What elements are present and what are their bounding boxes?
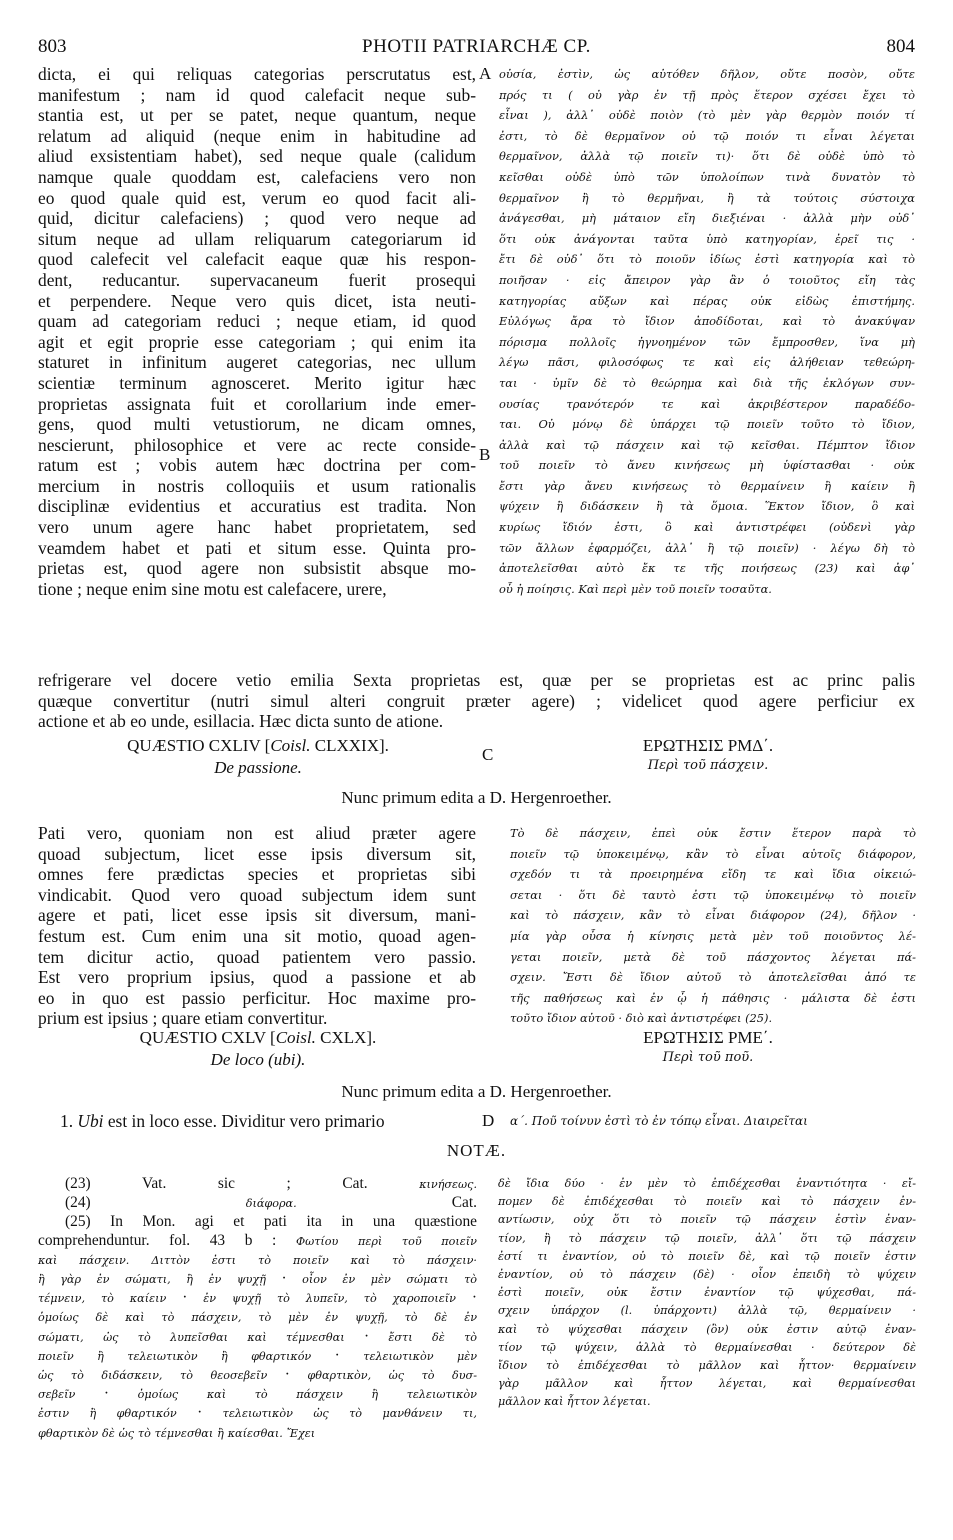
q145-edited-note: Nunc primum edita a D. Hergenroether. [341, 1082, 612, 1101]
note-line: ἐστιν ἢ φθαρτικόν · τελειωτικὸν ὡς τὸ μανθάνειν τι, [38, 1404, 477, 1422]
greek-line: ται. Οὐ μόνῳ δὲ ὑπάρχει τῷ ποιεῖν τοῦτο τὸ ἴδιον, [499, 417, 915, 432]
q145-greek-subtitle: Περὶ τοῦ ποῦ. [662, 1050, 754, 1065]
latin-line: quod calefecit vel calefacit eaque quæ his respon- [38, 249, 476, 270]
greek-line: ποιῆσαν · εἰς ἄπειρον γὰρ ἂν ὁ τοιοῦτος εἴη τὰς [499, 272, 915, 287]
greek-line: ἀνάγεσθαι, μὴ μάταιον εἴη διεξιέναι · ἀλλὰ μὴν οὐδ᾽ [499, 211, 915, 226]
latin-line: ratum est ; vobis autem hæc doctrina per com- [38, 455, 476, 476]
greek-line: ται · ὑμῖν δὲ τὸ θεώρημα καὶ διὰ τῆς ἐκλόγων συν- [499, 375, 915, 390]
greek-line: Τὸ δὲ πάσχειν, ἐπεὶ οὐκ ἔστιν ἕτερον παρὰ τὸ [510, 826, 916, 840]
note-line: τίον τῷ ψύχειν, ἀλλὰ τὸ θερμαίνεσθαι · δεύτερον δὲ [498, 1340, 916, 1354]
full-width-line: refrigerare vel docere vetio emilia Sexta proprietas est, quæ per se proprietas est ac princ palis [38, 670, 915, 690]
margin-marker-d: D [482, 1111, 495, 1130]
greek-line: σεται · ὅτι δὲ ταυτὸ ἐστι τῷ ὑποκειμένῳ τὸ ποιεῖν [510, 887, 916, 902]
note-line: τίον, ἢ τὸ πάσχειν τῷ ποιεῖν, ἀλλ᾽ ὅτι τῷ πάσχειν [498, 1231, 916, 1245]
q144-latin-title: QUÆSTIO CXLIV [Coisl. CLXXIX]. [127, 736, 389, 755]
greek-line: τῆς παθήσεως καὶ ἐν ᾧ ἡ πάθησις · μάλιστα δὲ ἐστι [510, 990, 916, 1005]
q145-latin-subtitle: De loco (ubi). [210, 1050, 306, 1069]
greek-line: τοῦ ποιεῖν τὸ ἄνευ κινήσεως μὴ ὑφίστασθαι · οὐκ [499, 458, 915, 473]
latin-line: et perpendere. Neque vero quis dicet, ista neuti- [38, 290, 476, 311]
greek-line: οὐσία, ἐστὶν, ὡς αὐτόθεν δῆλον, οὔτε ποσὸν, οὔτε [499, 67, 915, 81]
latin-line: tione ; neque enim sine motu est calefacere, urere, [38, 578, 387, 599]
full-width-continuation [38, 670, 915, 732]
note-line: καὶ τὸ ψύχεσθαι πάσχειν (ὂν) οὐκ ἐστιν αὐτῷ ἐναν- [498, 1322, 916, 1336]
note-line: comprehenduntur. fol. 43 b : Φωτίου περὶ τοῦ ποιεῖν [38, 1231, 477, 1249]
greek-line: Εὐλόγως ἄρα τὸ ἴδιον ἀποδίδοται, καὶ τὸ ἀνακύψαν [499, 314, 915, 329]
latin-line: dicta, ei qui reliquas categorias perscrutatus est, [38, 64, 476, 84]
latin-line: staturet in infinitum augeret categorias, nec ullum [38, 352, 476, 373]
note-line: ἢ γὰρ ἐν σώματι, ἢ ἐν ψυχῇ · οἷον ἐν μὲν σώματι τὸ [38, 1270, 478, 1288]
latin-line: agere et pati, licet esse ipsis sit diversum, mani- [38, 905, 476, 926]
greek-line: ἀλλὰ καὶ τῷ πάσχειν καὶ τῷ κεῖσθαι. Πέμπτον ἴδιον [499, 437, 915, 452]
greek-line: ποιεῖν τῷ ὑποκειμένῳ, κἂν τὸ εἶναι αὐτοῖς διάφορον, [510, 846, 916, 861]
q144-greek-text [510, 823, 916, 1029]
full-width-line: quæque convertitur (nutri simul alteri congruit præter agere) ; videlicet quod agere perficiur ex [38, 690, 915, 711]
note-line: ἐναντίον, οὐ τὸ πάσχειν (δὲ) · οἷον ἐπειδὴ τὸ ψύχειν [498, 1268, 916, 1282]
note-line: (23) Vat. sic ; Cat. κινήσεως. [65, 1175, 477, 1192]
latin-line: dent, reducantur. supervacaneum fuerit prosequi [38, 269, 476, 290]
greek-line: θερμαῖνον ἢ τὸ θερμῆναι, ἢ τὰ τούτοις σύστοιχα [499, 190, 915, 205]
latin-line: quid, dicitur calefaciens) ; quod vero neque ad [38, 208, 476, 229]
note-line: (24) διάφορα. Cat. [65, 1194, 477, 1212]
running-title: PHOTII PATRIARCHÆ CP. [362, 36, 591, 57]
note-line: ἐστὶ ποιεῖν, οὐκ ἔστιν ἐναντίον τῷ ψύχεσθαι, πά- [498, 1286, 916, 1300]
greek-column-top [499, 64, 915, 599]
latin-line: quoad subjectum, licet esse ipsis diversum sit, [38, 843, 476, 864]
greek-line: ἐστι, τὸ δὲ θερμαῖνον οὐ τῷ ποιόν τι εἶναι λέγεται [499, 128, 915, 143]
note-line: ἐστί τι ἐναντίον, οὐ τὸ ποιεῖν δὲ, καὶ τῷ ποιεῖν ἐστιν [498, 1249, 916, 1263]
note-line: ὡς τὸ διδάσκειν, τὸ θεοσεβεῖν · φθαρτικὸν, ὡς τὸ δυσ- [38, 1366, 477, 1384]
greek-line: κεῖσθαι οὐδὲ ὑπὸ τῶν ὑπολοίπων τινὰ δυνατὸν τὸ [499, 169, 915, 184]
greek-line: κυρίως ἴδιόν ἐστι, ὃ καὶ ἀντιστρέφει (οὐδενὶ γὰρ [499, 520, 915, 535]
greek-line: θερμαῖνον, ἀλλὰ τῷ ποιεῖν τι)· ὅτι δὲ οὐδὲ ὑπὸ τὸ [499, 149, 915, 164]
latin-line: prium est ipsius ; quare etiam convertitur. [38, 1008, 328, 1029]
note-line: τέμνειν, τὸ καίειν · ἐν ψυχῇ τὸ λυπεῖν, τὸ χαροποιεῖν · [38, 1289, 477, 1307]
latin-column-top [38, 64, 476, 599]
latin-line: proprietas assignata fuit et corollarium inde emer- [38, 393, 476, 414]
right-page-number: 804 [886, 36, 915, 57]
note-line: πομεν δὲ ἐπιδέχεσθαι τὸ ποιεῖν καὶ τὸ πάσχειν ἐν- [498, 1195, 916, 1209]
note-line: καὶ πάσχειν. Διττὸν ἐστι τὸ ποιεῖν καὶ τὸ πάσχειν· [38, 1253, 477, 1267]
q145-latin-title: QUÆSTIO CXLV [Coisl. CXLX]. [139, 1028, 377, 1047]
note-line: σώματι, ὡς τὸ λυπεῖσθαι καὶ τέμνεσθαι · ἔστι δὲ τὸ [38, 1327, 478, 1345]
greek-line: ὅτι οὐκ ἀνάγονται ταῦτα ὑπὸ κατηγορίαν, ἐρεῖ τις · [499, 231, 915, 246]
q145-greek-line: α΄. Ποῦ τοίνυν ἐστὶ τὸ ἐν τόπῳ εἶναι. Διαιρεῖται [510, 1114, 808, 1128]
latin-line: situm neque ad ullam reliquarum categoriarum id [38, 228, 476, 249]
latin-line: omnes fere prædictas species et proprietas sibi [38, 864, 476, 885]
greek-line: ἀποτελεῖσθαι αὐτὸ ἔκ τε τῆς ποιήσεως (23) καὶ ἀφ᾽ [499, 561, 915, 576]
latin-line: mercium in nostris colloquiis et usum rationalis [38, 475, 476, 496]
q145-latin-line: 1. Ubi est in loco esse. Dividitur vero primario [60, 1111, 385, 1131]
q144-edited-note: Nunc primum edita a D. Hergenroether. [341, 788, 612, 807]
latin-line: Pati vero, quoniam non est aliud præter agere [38, 823, 476, 843]
note-line: μᾶλλον καὶ ἧττον λέγεται. [498, 1395, 651, 1409]
note-line: (25) In Mon. agi et pati ita in una quæstione [65, 1213, 477, 1231]
latin-line: gens, quod multi vetustiorum, ne dicam omnes, [38, 414, 476, 435]
greek-line: ἔτι δὲ οὐδ᾽ ὅτι τὸ ποιοῦν ἰδίως ἐστὶ κατηγορία καὶ τὸ [499, 252, 915, 267]
latin-line: disciplinæ evidentius et accuratius est tradita. Non [38, 496, 476, 517]
greek-line: πόρισμα πολλοῖς ἠγνοημένον τῶν ἔμπροσθεν, ἵνα μὴ [499, 334, 915, 349]
latin-line: tem dicitur actio, quoad patientem vero passio. [38, 946, 476, 967]
latin-line: aliud exsistentiam habet), sed neque quale (calidum [38, 146, 476, 167]
note-line: σεβεῖν · ὁμοίως καὶ τὸ πάσχειν ἢ τελειωτικὸν [38, 1385, 477, 1403]
latin-line: eo in quo est passio perficitur. Hoc maxime pro- [38, 987, 476, 1008]
greek-line: οὗ ἡ ποίησις. Καὶ περὶ μὲν τοῦ ποιεῖν τοσαῦτα. [499, 581, 772, 596]
latin-line: nescierunt, philosophice et vere ac recte conside- [38, 434, 476, 455]
latin-line: festum est. Cum enim una sit motio, quoad agen- [38, 925, 476, 946]
note-line: ἴδιον τὸ ἐπιδέχεσθαι τὸ μᾶλλον καὶ ἧττον· θερμαίνειν [498, 1359, 916, 1373]
note-line: φθαρτικὸν δὲ ὡς τὸ τέμνεσθαι ἢ καίεσθαι. Ἔχει [38, 1426, 316, 1440]
q144-greek-title: ΕΡΩΤΗΣΙΣ ΡΜΔ΄. [642, 736, 774, 755]
latin-line: agit et egit proprie esse categoriam ; qui enim ita [38, 331, 476, 352]
note-line: ποιεῖν ἢ τελειωτικὸν ἢ φθαρτικόν · τελειωτικὸν μὲν [38, 1346, 478, 1364]
greek-line: πρός τι ( οὐ γὰρ ἐν τῇ πρὸς ἕτερον σχέσει ἔχει τὸ [499, 87, 915, 102]
latin-line: manifestum ; nam id quod calefacit neque sub- [38, 84, 476, 105]
latin-line: vindicabit. Quod vero quoad subjectum idem sunt [38, 884, 476, 905]
greek-line: μία γὰρ οὖσα ἡ κίνησις μετὰ μὲν τοῦ ποιοῦντος λέ- [510, 928, 916, 943]
notes-title: NOTÆ. [446, 1141, 507, 1160]
greek-line: εἶναι ), ἀλλ᾽ οὐδὲ ποιὸν (τὸ μὲν γὰρ θερμὸν ποιόν τί [499, 108, 915, 123]
notes-right-column [498, 1175, 916, 1412]
greek-line: ουσίας τρανότερόν τε καὶ ἀκριβέστερον παραδέδο- [499, 396, 915, 411]
margin-marker-a: A [479, 64, 492, 83]
latin-line: relatum ad aliquid (neque enim in habitudine ad [38, 125, 476, 146]
note-line: σχειν ὑπάρχον (l. ὑπάρχοντι) ἀλλὰ τῷ, θερμαίνειν · [498, 1304, 916, 1318]
greek-line: ἔστι γὰρ ἄνευ κινήσεως τὸ θερμαίνειν ἢ καίειν ἢ [499, 478, 915, 493]
greek-line: λέγω πᾶσι, φιλοσόφως τε καὶ εἰς ἀλήθειαν τεθεώρη- [499, 355, 915, 370]
note-line: γὰρ μᾶλλον καὶ ἧττον λέγεται, καὶ θερμαίνεσθαι [498, 1377, 916, 1391]
latin-line: quam ad categoriam reduci ; neque etiam, id quod [38, 311, 476, 332]
latin-line: eo quod quale quid est, verum eo quod facit ali- [38, 187, 476, 208]
full-width-line: actione et ab eo unde, esillacia. Hæc dicta sunto de atione. [38, 711, 444, 732]
q144-greek-subtitle: Περὶ τοῦ πάσχειν. [647, 758, 769, 773]
q144-latin-text [38, 823, 476, 1029]
greek-line: γεται ποιεῖν, μετὰ δὲ τοῦ πάσχοντος λέγεται πά- [510, 949, 916, 964]
greek-line: τῶν ἄλλων ἐφαρμόζει, ἀλλ᾽ ἢ τῷ ποιεῖν) · λέγω δὴ τὸ [499, 540, 915, 555]
left-page-number: 803 [38, 36, 67, 57]
greek-line: κατηγορίας αὔξων καὶ πέρας οὐκ εἰδὼς ἐπιστήμης. [499, 293, 915, 308]
notes-left-column [38, 1175, 478, 1443]
q145-greek-title: ΕΡΩΤΗΣΙΣ ΡΜΕ΄. [643, 1028, 773, 1047]
greek-line: ψύχειν ἢ διδάσκειν ἢ τὰ ὅμοια. Ἕκτον ἴδιον, ὃ καὶ [499, 499, 915, 514]
margin-marker-b: B [479, 445, 491, 464]
greek-line: σχειν. Ἔστι δὲ ἴδιον αὐτοῦ τὸ ἀποτελεῖσθαι ἀπό τε [510, 970, 916, 985]
latin-line: Est vero proprium ipsius, quod a passione et ab [38, 967, 476, 988]
latin-line: stantia est, ut per se patet, neque quantum, neque [38, 105, 476, 126]
margin-marker-c: C [482, 745, 494, 764]
greek-line: καὶ τὸ πάσχειν, κἂν τὸ εἶναι διάφορον (24), δῆλον · [510, 908, 916, 923]
q144-latin-subtitle: De passione. [214, 758, 302, 777]
latin-line: scientiæ terminum agnosceret. Merito igitur hæc [38, 372, 476, 393]
greek-line: σχεδόν τι τὰ προειρημένα εἴδη τε καὶ ἴδια οἰκειώ- [510, 867, 916, 882]
latin-line: vero unum agere hanc habet proprietatem, sed [38, 517, 476, 538]
note-line: δὲ ἴδια δύο · ἐν μὲν τὸ ἐπιδέχεσθαι ἐναντιότητα · εἴ- [498, 1177, 916, 1190]
latin-line: veamdem habet et pati et situm esse. Quinta pro- [38, 537, 476, 558]
note-line: ὁμοίως δὲ καὶ τὸ πάσχειν, τὸ μὲν ἐν ψυχῇ, τὸ δὲ ἐν [38, 1311, 478, 1325]
greek-line: τοῦτο ἴδιον αὐτοῦ · διὸ καὶ ἀντιστρέφει (25). [510, 1011, 773, 1026]
latin-line: prietas est, quod agere non subsistit absque mo- [38, 558, 476, 579]
note-line: αντίωσιν, οὐχ ὅτι τὸ ποιεῖν τῷ πάσχειν ἐστὶν ἐναν- [498, 1213, 916, 1227]
page-header [38, 36, 915, 62]
latin-line: namque quale quoddam est, calefaciens vero non [38, 166, 476, 187]
